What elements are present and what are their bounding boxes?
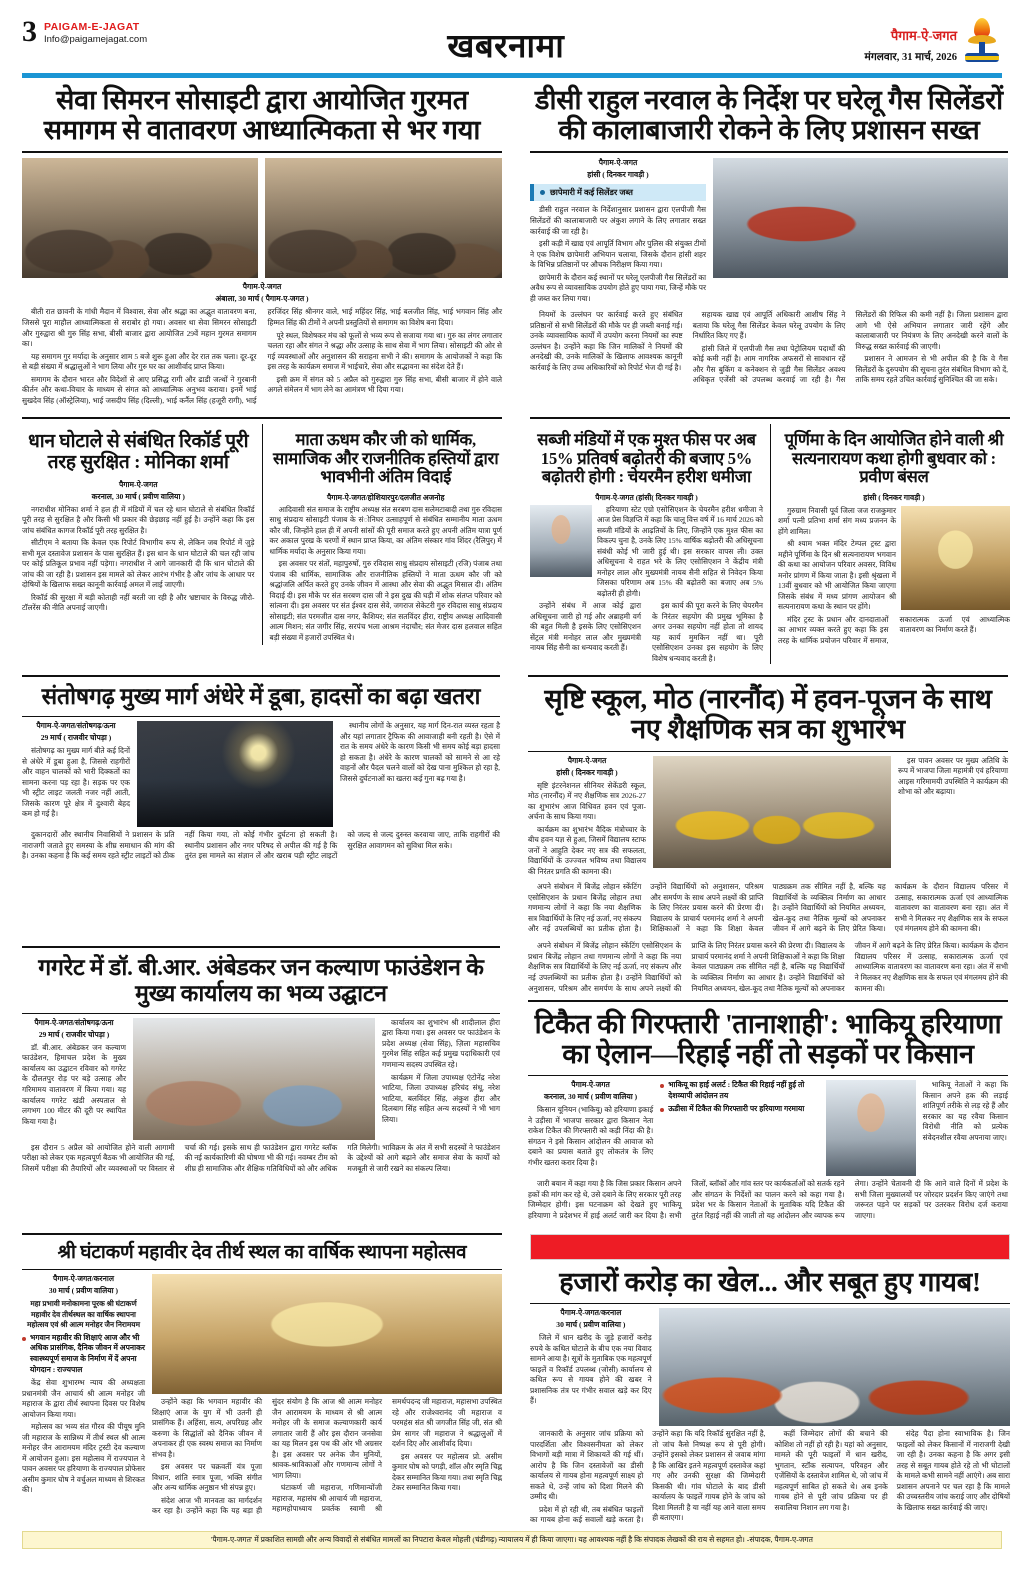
article-body-intro: सृष्टि इंटरनेशनल सीनियर सेकेंडरी स्कूल, मोठ (नारनौंद) में नए शैक्षणिक सत्र 2026-27 का शुभारंभ आज विधिवत हवन एवं पूजा-अर्चना के साथ किया गया। कार्यक्रम का शुभारंभ वैदिक मंत्रोच्चार के बीच हवन यज्ञ से हुआ, जिसमें विद्यालय स्टाफ जनों ने आहुति देकर नए सत्र की सफलता, विद्यार्थियों के उज्ज्वल भविष्य तथा विद्यालय की निरंतर प्रगति की कामना की। (528, 780, 646, 876)
article-body: जानकारी के अनुसार जांच प्रक्रिया को पारदर्शिता और विश्वसनीयता को लेकर विभागों बड़ी मात्रा में शिकायतें की गई थीं। आरोप है कि जिन दस्तावेजों का डीसी कार्यालय से गायब होना महत्वपूर्ण साक्ष्य हो सकते थे, उन्हें जांच को दिशा मिलने की उम्मीद थी। प्रदेश में हो रही थी, तब संबंधित फाइलों का गायब होना कई सवालों खड़े करता है। उन्होंने कहा कि यदि रिकॉर्ड सुरक्षित नहीं है, तो जांच कैसे निष्पक्ष रूप से पूरी होगी। उन्होंने इसको लेकर प्रशासन से जवाब मांगा है कि आखिर इतने महत्वपूर्ण दस्तावेज कहां गए और उनकी सुरक्षा की जिम्मेदारी किसकी थी। गांव घोटाले के बाद डीसी कार्यालय के फाइलें गायब होने के जांच को दिशा मिलती है या नहीं यह आने वाला समय ही बताएगा। कहीं जिम्मेदार लोगों की बचाने की कोशिश तो नहीं हो रही है। यहां को अनुसार, मामले की पूरी फाइलों में धान खरीद, भुगतान, स्टॉक सत्यापन, परिवहन और एजेंसियों के दस्तावेज शामिल थे, जो जांच में महत्वपूर्ण साबित हो सकते थे। अब इनके गायब होने से पूरी जांच प्रक्रिया पर ही सवालिया निशान लग गया है। संदेह पैदा होना स्वाभाविक है। जिन फाइलों को लेकर किसानों में नाराजगी देखी जा रही है। उनका कहना है कि अगर इसी तरह से सबूत गायब होते रहे तो भी घोटालों के मामले कभी सामने नहीं आएंगे। अब सारा प्रशासन अपनाने पर चल रहा है कि मामले की उच्चस्तरीय जांच कराई जाए और दोषियों के खिलाफ सख्त कार्रवाई की जाए। (530, 1429, 1010, 1525)
byline-place: 30 मार्च ( प्रवीण वालिया ) (48, 1286, 119, 1296)
masthead-right (865, 18, 1002, 64)
article-photo (653, 756, 891, 868)
article-photo (133, 1018, 375, 1140)
article-photo-portrait (530, 505, 592, 577)
article-subhead: महा प्रभावी मनोकामना पूरक श्री घंटाकर्ण महावीर देव तीर्थस्थल का वार्षिक स्थापना महोत्सव एवं श्री आत्म मनोहर जैन निरामयम (26, 1299, 140, 1330)
article-sabzi-mandi-fees (530, 424, 763, 664)
headline: पूर्णिमा के दिन आयोजित होने वाली श्री सत्यनारायण कथा होगी बुधवार को : प्रवीण बंसल (784, 430, 1004, 487)
article-photo (265, 158, 502, 278)
bullet-list (660, 1080, 819, 1115)
bullet-dot-icon (660, 1084, 664, 1088)
byline-place: हांसी ( दिनकर गावड़ी ) (863, 492, 925, 502)
byline-source: पैगाम-ऐ-जगत (118, 479, 158, 489)
article-body-intro: केंद्र सेवा शुभारम्भ न्याय की अध्यक्षता प्रधानमंत्री जैन आचार्य श्री आत्म मनोहर जी महाराज के द्वारा तीर्थ स्थापना दिवस पर विशेष आयोजन किया गया। महोत्सव का भव्य संत गौरव की पीयूष मुनि जी महाराज के सान्निध्य में तीर्थ स्थल श्री आत्म मनोहर जैन आरामयम मंदिर ट्रस्टी देव कल्याण में आयोजन हुआ। इस महोत्सव में राज्यपाल ने पावन अवसर पर हरियाणा के राज्यपाल प्रोफेसर असीम कुमार घोष ने वर्चुअल माध्यम से शिरकत की। (22, 1378, 145, 1495)
article-photo (152, 1274, 502, 1394)
article-photo-portrait (826, 1080, 915, 1176)
masthead-left (22, 15, 148, 48)
article-udham-kaur (269, 424, 502, 645)
masthead (22, 0, 1002, 67)
article-body-intro: गुरुग्राम निवासी पूर्व जिला जज राजकुमार शर्मा पत्नी प्रतिभा शर्मा संग मध्य प्रजनन के होंगे शामिल। श्री श्याम भक्त मंदिर टेम्पल ट्रस्ट द्वारा महीने पूर्णिमा के दिन श्री सत्यनारायण भगवान की कथा का आयोजन परिवार अवसर, विविध मनोर प्रांगण में किया जाता है। इसी श्रृंखला में 13वीं बुधवार को भी आयोजित किया जाएगा जिसके संबंध में मध्य प्रांगण आयोजन श्री सत्यनारायण कथा के स्थान पर होंगे। (778, 505, 896, 612)
article-body: दुकानदारों और स्थानीय निवासियों ने प्रशासन के प्रति नाराजगी जताते हुए समस्या के शीघ्र समाधान की मांग की है। उनका कहना है कि कई समय रहते स्ट्रीट लाइटों को ठीक नहीं किया गया, तो कोई गंभीर दुर्घटना हो सकती है। स्थानीय प्रशासन और नगर परिषद से अपील की गई है कि तुरंत इस मामले का संज्ञान लें और खराब पड़ी स्ट्रीट लाइटों को जल्द से जल्द दुरुस्त करवाया जाए, ताकि राहगीरों की सुरक्षित आवागमन को सुविधा मिल सके। (22, 830, 500, 861)
article-body: नियमों के उल्लंघन पर कार्रवाई करते हुए संबंधित प्रतिष्ठानों से सभी सिलेंडरों की मौके पर ही जब्ती बनाई गई। उनके व्यावसायिक कार्यों में उपयोग करना नियमों का स्पष्ट उल्लंघन है। उन्होंने कहा कि जिन मालिकों ने नियमों की अनदेखी की, उनके मालिकों के खिलाफ आवश्यक कानूनी कार्रवाई के लिए उच्च अधिकारियों को रिपोर्ट भेज दी गई है। सहायक खाद्य एवं आपूर्ति अधिकारी आशीष सिंह ने बताया कि घरेलू गैस सिलेंडर केवल घरेलू उपयोग के लिए निर्धारित किए गए हैं। हांसी जिले में एलपीजी गैस तथा पेट्रोलियम पदार्थों की कोई कमी नहीं है। आम नागरिक अफसरों से सावधान रहें और गैस बुकिंग व कनेक्शन से जुड़ी गैस सिलेंडर अवश्य अधिकृत एजेंसी को उपलब्ध करवाई जा रही है। गैस सिलेंडरों की रिफिल की कमी नहीं है। जिला प्रशासन द्वारा आगे भी ऐसे अभियान लगातार जारी रहेंगे और कालाबाजारी पर नियंत्रण के लिए अनदेखी करने वालों के विरुद्ध सख्त कार्रवाई की जाएगी। प्रशासन ने आमजन से भी अपील की है कि वे गैस सिलेंडरों के दुरुपयोग की सूचना तुरंत संबंधित विभाग को दें, ताकि समय रहते उचित कार्रवाई सुनिश्चित की जा सके। (530, 310, 1008, 385)
byline-source: पैगाम-ऐ-जगत (567, 755, 607, 765)
row-5 (22, 1228, 1010, 1526)
page-title: खबरनामा (447, 29, 565, 65)
headline: गगरेट में डॉ. बी.आर. अंबेडकर जन कल्याण फाउंडेशन के मुख्य कार्यालय का भव्य उद्घाटन (38, 955, 484, 1007)
byline-source: पैगाम-ऐ-जगत/होशियारपुर/दलजीत अजनोह (326, 492, 445, 502)
article-body-intro: जिले में धान खरीद के जुड़े हजारों करोड़ रुपये के कथित घोटाले के बीच एक नया विवाद सामने आया है। सूत्रों के मुताबिक एक महत्वपूर्ण फाइलें व रिकॉर्ड उपलब्ध (जोसी) कार्यालय से कथित रूप से गायब होने की खबर ने प्रशासनिक तंत्र पर गंभीर सवाल खड़े कर दिए हैं। (530, 1333, 652, 1406)
byline-place: 29 मार्च ( राजवीर चोपड़ा ) (40, 733, 112, 742)
bullet-dot-icon (22, 1337, 26, 1341)
byline-source: पैगाम-ऐ-जगत (571, 1080, 610, 1090)
article-body-intro: किसान यूनियन (भाकियू) को हरियाणा इकाई ने उड़ीसा में भाजपा सरकार द्वारा किसान नेता राकेश टिकैत की गिरफ्तारी को कड़ी निंदा की है। संगठन ने इसे किसान आंदोलन की आवाज को दबाने का प्रयास बताते हुए लोकतंत्र के लिए गंभीर खतरा करार दिया है। (528, 1105, 654, 1167)
byline-place: 30 मार्च ( प्रवीण वालिया ) (556, 1320, 626, 1330)
highlight-text: छापेमारी में कई सिलेंडर जब्त (550, 188, 633, 198)
article-photo (901, 506, 1010, 610)
byline-place: हांसी ( दिनकर गावड़ी ) (587, 170, 649, 180)
article-srishti-school (528, 670, 1008, 935)
row-3 (22, 670, 1008, 935)
row-1 (22, 78, 1008, 406)
row-2 (22, 412, 1010, 664)
byline-place: 29 मार्च ( राजवीर चोपड़ा ) (38, 1029, 110, 1039)
column-divider (770, 424, 771, 664)
article-dhaan-record (22, 424, 255, 645)
headline: संतोषगढ़ मुख्य मार्ग अंधेरे में डूबा, हादसों का बढ़ा खतरा (41, 684, 481, 710)
bullet-list (22, 1333, 145, 1376)
torch-logo-icon (962, 18, 1002, 64)
headline: डीसी राहुल नरवाल के निर्देश पर घरेलू गैस सिलेंडरों की कालाबाजारी रोकने के लिए प्रशासन सख्त (535, 85, 1003, 146)
article-photo (22, 158, 258, 278)
row2-right (530, 412, 1010, 664)
article-santoshgarh-road (22, 670, 500, 935)
list-item: भगवान महावीर की शिक्षाएं आज और भी अधिक प्रासंगिक, दैनिक जीवन में अपनाकर स्वास्थ्यपूर्ण समाज के निर्माण में दें अपना योगदान : राज्यपाल (22, 1333, 145, 1376)
article-ghotala-saboot (530, 1228, 1010, 1526)
article-body: बीती रात छावनी के गांधी मैदान में विश्वास, सेवा और श्रद्धा का अद्भुत वातावरण बना, जिससे पूरा माहौल आध्यात्मिकता से सराबोर हो गया। अवसर था सेवा सिमरन सोसाइटी और गुरुद्वारा श्री गुरु सिंह सभा, बीसी बाजार द्वारा आयोजित 29वें महान गुरमत समागम का। यह समागम गुर मर्यादा के अनुसार शाम 5 बजे शुरू हुआ और देर रात तक चला। दूर-दूर से बड़ी संख्या में श्रद्धालुओं ने भाग लिया और गुरु घर का आशीर्वाद प्राप्त किया। समागम के दौरान भारत और विदेशों से आए प्रसिद्ध रागी और ढाडी जत्थों ने गुरबानी कीर्तन और कथा-विचार के माध्यम से संगत को आध्यात्मिक अनुभव कराया। इनमें भाई सुखदेव सिंह (ऑस्ट्रेलिया), भाई जसदीप सिंह (दिल्ली), भाई कर्नैल सिंह (हजूरी रागी), भाई हरजिंदर सिंह श्रीनगर वाले, भाई महिंदर सिंह, भाई बलजीत सिंह, भाई भगवान सिंह और हिम्मत सिंह की टीमों ने अपनी प्रस्तुतियों से समागम का विशेष बना दिया। पूरे स्थल, विशेषकर मंच को फूलों से भव्य रूप से सजाया गया था। गुरु का लंगर लगातार चलता रहा और संगत ने श्रद्धा और उत्साह के साथ सेवा में भाग लिया। सोसाइटी की ओर से गई व्यवस्थाओं और अनुशासन की सराहना सभी ने की। समागम के आयोजकों ने कहा कि इस तरह के कार्यक्रम समाज में भाईचारे, सेवा और सद्भावना का संदेश देते हैं। इसी क्रम में संगत को 5 अप्रैल को गुरुद्वारा गुरु सिंह सभा, बीसी बाजार में होने वाले अगले संमेलन में भाग लेने का आमंत्रण भी दिया गया। (22, 307, 502, 405)
headline: माता ऊधम कौर जी को धार्मिक, सामाजिक और राजनीतिक हस्तियों द्वारा भावभीनी अंतिम विदाई (273, 430, 499, 487)
byline-source: पैगाम-ऐ-जगत/संतोषगढ़/ऊना (34, 1017, 114, 1027)
article-body-mid: भाकियू नेताओं ने कहा कि किसान अपने हक की लड़ाई शांतिपूर्ण तरीके से लड़ रहे हैं और सरकार का यह रवैया किसान विरोधी नीति को प्रत्येक संवेदनशील रवैया अपनाया जाए। (922, 1080, 1009, 1142)
article-body: नगराधीश मोनिका शर्मा ने हल ही में मंडियों में चल रहे धान घोटाले से संबंधित रिकॉर्ड पूरी तरह से सुरक्षित है और किसी भी प्रकार की छेड़छाड़ नहीं हुई है। उन्होंने कहा कि इस जांच संबंधित कागज रिकॉर्ड पूरी तरह सुरक्षित है। सीटीएम ने बताया कि केवल एक रिपोर्ट विभागीय रूप से, लेकिन जब रिपोर्ट में जुड़े सभी मूल दस्तावेज प्रशासन के पास सुरक्षित हैं। इस धान के धान घोटाले की चल रही जांच पर कोई प्रतिकूल प्रभाव नहीं पड़ेगा। नगराधीश ने आगे जानकारी दी कि धान घोटाले की जांच की जा रही है। प्रशासन इस मामले को लेकर आरंभ गंभीर है और जांच के आधार पर दोषियों के खिलाफ सख्त कानूनी कार्रवाई अमल में लाई जाएगी। रिकॉर्ड की सुरक्षा में बड़ी कोताही नहीं बरती जा रही है और भ्रष्टाचार के विरुद्ध जीरो-टॉलरेंस की नीति अपनाई जाएगी। (22, 504, 255, 613)
headline: श्री घंटाकर्ण महावीर देव तीर्थ स्थल का वार्षिक स्थापना महोत्सव (57, 1241, 467, 1263)
article-photo (713, 158, 1008, 278)
article-body: इस दौरान 5 अप्रैल को आयोजित होने वाली आगामी परीक्षा को लेकर एक महत्वपूर्ण बैठक भी आयोजित की गई, जिसमें परीक्षा की तैयारियों और व्यवस्थाओं पर विस्तार से चर्चा की गई। इसके साथ ही फाउंडेशन द्वारा गगरेट ब्लॉक की नई कार्यकारिणी की घोषणा भी की गई। नवम्बर टीम को शीघ्र ही सामाजिक और शैक्षिक गतिविधियों को और अधिक गति मिलेगी। भाविक्रम के अंत में सभी सदस्यों ने फाउंडेशन के उद्देश्यों को आगे बढ़ाने और समाज सेवा के कार्यों को मजबूती से जारी रखने का संकल्प लिया। (22, 1142, 500, 1173)
article-gas-cylinder (530, 78, 1008, 406)
contact-email[interactable]: Info@paigamejagat.com (44, 34, 148, 45)
article-satyanarayan-katha (778, 424, 1010, 664)
article-ambedkar-foundation (22, 941, 500, 1221)
headline: हजारों करोड़ का खेल... और सबूत हुए गायब! (559, 1266, 981, 1297)
headline: सब्जी मंडियों में एक मुश्त फीस पर अब 15% प्रतिवर्ष बढ़ोतरी की बजाए 5% बढ़ोतरी होगी : चेयरमैन हरीश धमीजा (537, 430, 756, 487)
article-body-mid: कार्यालय का शुभारंभ श्री शादीलाल हीरा द्वारा किया गया। इस अवसर पर फाउंडेशन के प्रदेश अध्यक्ष (सेवा सिंह), ज़िला महासचिव गुरमेश सिंह सहित कई प्रमुख पदाधिकारी एवं गणमान्य सदस्य उपस्थित रहे। कार्यक्रम में जिला उपाध्यक्ष एंटोनेंद्र नरेश भाटिया, जिला उपाध्यक्ष हरिचंद संधू, नरेश भाटिया, बलविंदर सिंह, अंकुश हीरा और दिलबाग सिंह सहित अन्य सदस्यों ने भी भाग लिया। (382, 1017, 500, 1124)
article-body-intro: संतोषगढ़ का मुख्य मार्ग बीते कई दिनों से अंधेरे में डूबा हुआ है, जिससे राहगीरों और वाहन चालकों को भारी दिक्कतों का सामना करना पड़ रहा है। सड़क पर एक भी स्ट्रीट लाइट जलती नजर नहीं आती, जिसके कारण पूरे क्षेत्र में दुश्वारी बेहद कम हो गई है। (22, 746, 130, 819)
byline-source: पैगाम-ऐ-जगत/करनाल (53, 1274, 114, 1284)
article-ghantakarn-mahavir (22, 1228, 502, 1526)
byline-source: पैगाम-ऐ-जगत/करनाल (560, 1308, 622, 1318)
footer-disclaimer: 'पैगाम-ए-जगत' में प्रकाशित सामग्री और अन्य विवादों से संबंधित मामलों का निपटारा केवल मोहली (चंडीगढ़) न्यायालय में ही किया जाएगा। यह आवश्यक नहीं है कि संपादक लेखकों की राय से सहमत हो। -संपादक, पैगाम-ए-जगत (22, 1531, 1002, 1549)
article-tikait-arrest (528, 941, 1008, 1221)
byline-place: करनाल, 30 मार्च ( प्रवीण वालिया ) (91, 491, 185, 501)
bullet-dot-icon (540, 190, 545, 195)
brand-name-hi: पैगाम-ऐ-जगत (890, 28, 957, 43)
byline-source: पैगाम-ऐ-जगत (हांसी( दिनकर गावड़ी ) (595, 492, 698, 502)
highlight-badge (530, 184, 706, 201)
article-seva-simran (22, 78, 502, 406)
article-body: आदिवासी संत समाज के राष्ट्रीय अध्यक्ष संत सरबण दास सलेमटाबादी तथा गुरु रविदास साधु संप्रदाय सोसाइटी पंजाब के संोनिघर उत्साहपूर्ण से संबंधित सम्मानीय माता ऊधम कौर जी, जिन्होंने हाल ही में अपनी सांसों की पूरी समाज करते हुए अपनी अंतिम यात्रा पूर्ण कर अकाल पुरख के चरणों में स्थान प्राप्त किया, का अंतिम संस्कार गांव शिंदर (रैलिपुर) में धार्मिक मर्यादा के अनुसार किया गया। इस अवसर पर संतों, महापुरुषों, गुरु रविदास साधु संप्रदाय सोसाइटी (रजि) पंजाब तथा पंजाब की धार्मिक, सामाजिक और राजनीतिक हस्तियों ने माता ऊधम कौर जी को श्रद्धांजलि अर्पित करते हुए उनके जीवन में आस्था और सेवा की अद्भुत मिसाल दी। अंतिम विदाई दी। इस मौके पर संत सरबण दास जी ने इस दुख की घड़ी में शोक संतप्त परिवार को सांत्वना दी। इस अवसर पर संत ईश्वर दास सेवे, जगराज सेकेटरी गुरु रविदास साधु संप्रदाय सोसाइटी; संत परमजीत दास नगर, कैशियर; संत सतविंदर हीरा, राष्ट्रीय अध्यक्ष आदिवासी आत्म मिशन; संत जगीर सिंह, सरपंच भला आश्रम नंदाचौर; संत मेजर दास हलवाल सहित बड़ी संख्या में हजारों उपस्थित थे। (269, 504, 502, 642)
list-item: भाकियू का हाई अलर्ट : टिकैत की रिहाई नहीं हुई तो देशव्यापी आंदोलन तय (660, 1080, 819, 1101)
article-body: उन्होंने संबंध में आज कोई द्वारा अधिसूचना जारी हो गई और अब्राहमी वर्ग की बहुत मिली है इसके लिए एसोसिएशन सेंट्रल मंत्री मनोहर लाल और मुख्यमंत्री नायब सिंह सैनी का धन्यवाद करती हैं। इस कार्य की पूरा करने के लिए चेयरमैन के निरंतर सहयोग की प्रमुख भूमिका है अगर उनका सहयोग नहीं होता तो शायद यह कार्य मुमकिन नहीं था। पूरी एसोसिएशन उनका इस सहयोग के लिए विशेष धन्यवाद करती है। (530, 601, 764, 663)
article-body-intro: डीसी राहुल नरवाल के निर्देशानुसार प्रशासन द्वारा एलपीजी गैस सिलेंडरों की कालाबाजारी पर अंकुश लगाने के लिए लगातार सख्त कार्रवाई की जा रही है। इसी कड़ी में खाद्य एवं आपूर्ति विभाग और पुलिस की संयुक्त टीमों ने एक विशेष छापेमारी अभियान चलाया, जिसके दौरान हांसी शहर के विभिन्न प्रतिष्ठानों पर औचक निरीक्षण किया गया। छापेमारी के दौरान कई स्थानों पर घरेलू एलपीजी गैस सिलेंडरों का अवैध रूप से व्यावसायिक उपयोग होते हुए पाया गया, जिन्हें मौके पर ही जब्त कर लिया गया। (530, 205, 706, 303)
bullet-dot-icon (660, 1108, 664, 1112)
article-photo (659, 1308, 1010, 1426)
byline-source: पैगाम-ऐ-जगत (598, 158, 638, 168)
row2-left (22, 412, 502, 664)
column-divider (262, 424, 263, 645)
article-body: मंदिर ट्रस्ट के प्रधान और दानदाताओं का आभार व्यक्त करते हुए कहा कि इस तरह के धार्मिक प्रयोजन परिवार में समाज, सकारात्मक ऊर्जा एवं आध्यात्मिक वातावरण का निर्माण करते हैं। (778, 614, 1010, 645)
article-body: उन्होंने कहा कि भगवान महावीर की शिक्षाएं आज के युग में भी उतनी ही प्रासंगिक हैं। अहिंसा, सत्य, अपरिग्रह और करुणा के सिद्धांतों को दैनिक जीवन में अपनाकर ही एक स्वस्थ समाज का निर्माण संभव है। इस अवसर पर चक्रवर्ती यंत्र पूजा विधान, शांति स्नात्र पूजा, भक्ति संगीत और अन्य धार्मिक अनुष्ठान भी संपन्न हुए। संदेश आज भी मानवता का मार्गदर्शन कर रहा है। उन्होंने कहा कि यह बड़ा ही सुंदर संयोग है कि आज श्री आत्म मनोहर जैन आरामयम के माध्यम से श्री आत्म मनोहर जी के समाज कल्याणकारी कार्य लगातार जारी हैं और इस दौरान जनसेवा का यह मिलन इस पथ की ओर भी अग्रसर है। इस अवसर पर अनेक जैन मुनियों, श्रावक-श्राविकाओं और गणमान्य लोगों ने भाग लिया। घंटाकर्ण जी महाराज, गणिमान्योंजी महाराज, महासंघ श्री आचार्य जी महाराज, महामहोपाध्याय प्रवर्तक स्वामी श्री समर्थपदन्द जी महाराज, महासभा उपस्थित रहे और राजेश्वरानंद जी महाराज व परमहंस संत श्री जगजीत सिंह जी, संत श्री प्रेम सागर जी महाराज ने श्रद्धालुओं में दर्शन दिए और आशीर्वाद दिया। इस अवसर पर महोत्सव प्रो. असीम कुमार घोष को पगड़ी, शॉल और स्मृति चिह्न देकर सम्मानित किया गया। तथा स्मृति चिह्न टेकर सम्मानित किया गया। (152, 1397, 502, 1516)
headline: सेवा सिमरन सोसाइटी द्वारा आयोजित गुरमत समागम से वातावरण आध्यात्मिकता से भर गया (43, 85, 481, 146)
article-body: अपने संबोधन में बिजेंद्र लोहान स्केंटिंग एसोसिएशन के प्रधान बिजेंद्र लोहान तथा गणमान्य लोगों ने कहा कि नया शैक्षणिक सत्र विद्यार्थियों के लिए नई ऊर्जा, नए संकल्प और नई उपलब्धियों का प्रतीक होता है। उन्होंने विद्यार्थियों को अनुशासन, परिश्रम और समर्पण के साथ अपने लक्ष्यों की प्राप्ति के लिए निरंतर प्रयास करने की प्रेरणा दी। विद्यालय के प्राचार्य परमानंद शर्मा ने अपनी शिक्षिकाओं ने कहा कि शिक्षा केवल पाठ्यक्रम तक सीमित नहीं है, बल्कि यह विद्यार्थियों के व्यक्तित्व निर्माण का आधार है। उन्होंने विद्यार्थियों को नियमित अध्ययन, खेल-कूद तथा नैतिक मूल्यों को अपनाकर जीवन में आगे बढ़ने के लिए प्रेरित किया। कार्यक्रम के दौरान विद्यालय परिसर में उत्साह, सकारात्मक ऊर्जा एवं आध्यात्मिक वातावरण का वातावरण बना रहा। अंत में सभी ने मिलकर नए शैक्षणिक सत्र के सफल एवं मंगलमय होने की कामना की। (528, 882, 1008, 934)
headline: धान घोटाले से संबंधित रिकॉर्ड पूरी तरह सुरक्षित : मोनिका शर्मा (28, 431, 249, 474)
article-body: जारी बयान में कहा गया है कि जिस प्रकार किसान अपने हकों की मांग कर रहे थे, उसे दबाने के लिए सरकार पूरी तरह जिम्मेदार होगी। इस घटनाक्रम को देखते हुए भाकियू हरियाणा ने प्रदेशभर में हाई अलर्ट जारी कर दिया है। सभी जिलों, ब्लॉकों और गांव स्तर पर कार्यकर्ताओं को सतर्क रहने और संगठन के निर्देशों का पालन करने को कहा गया है। प्रदेश भर के किसान नेताओं के मुताबिक यदि टिकैत की तुरंत रिहाई नहीं की जाती तो यह आंदोलन और व्यापक रूप लेगा। उन्होंने चेतावनी दी कि आने वाले दिनों में प्रदेश के सभी जिला मुख्यालयों पर जोरदार प्रदर्शन किए जाएंगे तथा जरूरत पड़ने पर सड़कों पर उतरकर विरोध दर्ज कराया जाएगा। (528, 1179, 1008, 1220)
publication-date: मंगलवार, 31 मार्च, 2026 (864, 52, 957, 63)
byline-source: पैगाम-ऐ-जगत (242, 282, 282, 292)
byline-place: अंबाला, 30 मार्च ( पैगाम-ए-जगत ) (215, 294, 309, 304)
row-4 (22, 941, 1009, 1221)
article-photo (137, 721, 333, 827)
article-body-intro: डॉ. बी.आर. अंबेडकर जन कल्याण फाउंडेशन, हिमाचल प्रदेश के मुख्य कार्यालय का उद्घाटन रविवार को गगरेट के दौलतपुर रोड़ पर बड़े उत्साह और गरिमामय वातावरण में किया गया। यह कार्यालय गगरेट खंडी अस्पताल से लगभग 100 मीटर की दूरी पर स्थापित किया गया है। (22, 1042, 126, 1126)
article-body-mid: इस पावन अवसर पर मुख्य अतिथि के रूप में भाजपा जिला महामंत्री एवं हरियाणा आइस गरिमामयी उपस्थिति ने कार्यक्रम की शोभा को और बढ़ाया। (898, 755, 1008, 797)
byline-place: हांसी ( दिनकर गावड़ी ) (556, 767, 618, 777)
list-item: ऊडीसा में टिकैत की गिरफ्तारी पर हरियाणा गरमाया (660, 1104, 819, 1115)
red-accent-bar (530, 1234, 1010, 1260)
article-body-mid: स्थानीय लोगों के अनुसार, यह मार्ग दिन-रात व्यस्त रहता है और यहां लगातार ट्रैफिक की आवाजाही बनी रहती है। ऐसे में रात के समय अंधेरे के कारण किसी भी समय कोई बड़ा हादसा हो सकता है। अंधेरे के कारण चालकों को सामने से आ रहे वाहनों और पैदल चलने वालों को देख पाना मुश्किल हो रहा है, जिससे दुर्घटनाओं का खतरा कई गुना बढ़ गया है। (340, 721, 500, 783)
byline-source: पैगाम-ऐ-जगत/संतोषगढ़/ऊना (36, 721, 116, 730)
byline-place: करनाल, 30 मार्च ( प्रवीण वालिया ) (543, 1092, 638, 1102)
page-number: 3 (22, 15, 37, 48)
headline: सृष्टि स्कूल, मोठ (नारनौंद) में हवन-पूजन के साथ नए शैक्षणिक सत्र का शुभारंभ (544, 684, 992, 745)
article-body-intro: हरियाणा स्टेट एग्रो एसोसिएशन के चेयरमैन हरीश धमीजा ने आज प्रेस विज्ञप्ति में कहा कि चालू वित्त वर्ष में 16 मार्च 2026 को सब्जी मंडियों के आढ़तियों के लिए, जिन्होंने एक मुश्त फीस का विकल्प चुना है, उनके लिए 15% वार्षिक बढ़ोतरी की अधिसूचना संबंधी कोई भी जारी हुई थी। इस सरकार वापस ली। उक्त अधिसूचना ये राहत भरे के लिए एसोसिएशन ने केंद्रीय मंत्री मनोहर लाल और मुख्यमंत्री नायब सैनी सहित से निवेदन किया जिसका परिणाम अब 15% की बढ़ोतरी का बजाए अब 5% बढ़ोतरी ही होगी। (597, 504, 764, 598)
headline: टिकैत की गिरफ्तारी 'तानाशाही': भाकियू हरियाणा का ऐलान—रिहाई नहीं तो सड़कों पर किसान (534, 1008, 1002, 1069)
brand-name-en: PAIGAM-E-JAGAT (44, 21, 140, 33)
article-srishti-tail: अपने संबोधन में बिजेंद्र लोहान स्केंटिंग एसोसिएशन के प्रधान बिजेंद्र लोहान तथा गणमान्य लोगों ने कहा कि नया शैक्षणिक सत्र विद्यार्थियों के लिए नई ऊर्जा, नए संकल्प और नई उपलब्धियों का प्रतीक होता है। उन्होंने विद्यार्थियों को अनुशासन, परिश्रम और समर्पण के साथ अपने लक्ष्यों की प्राप्ति के लिए निरंतर प्रयास करने की प्रेरणा दी। विद्यालय के प्राचार्य परमानंद शर्मा ने अपनी शिक्षिकाओं ने कहा कि शिक्षा केवल पाठ्यक्रम तक सीमित नहीं है, बल्कि यह विद्यार्थियों के व्यक्तित्व निर्माण का आधार है। उन्होंने विद्यार्थियों को नियमित अध्ययन, खेल-कूद तथा नैतिक मूल्यों को अपनाकर जीवन में आगे बढ़ने के लिए प्रेरित किया। कार्यक्रम के दौरान विद्यालय परिसर में उत्साह, सकारात्मक ऊर्जा एवं आध्यात्मिक वातावरण का वातावरण बना रहा। अंत में सभी ने मिलकर नए शैक्षणिक सत्र के सफल एवं मंगलमय होने की कामना की। (528, 941, 1008, 993)
